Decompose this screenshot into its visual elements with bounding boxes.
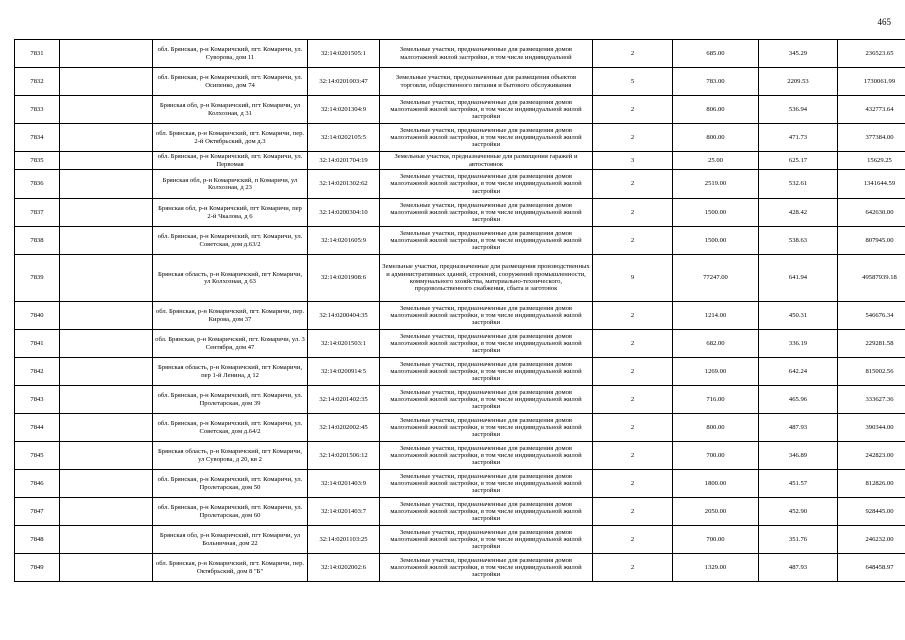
empty-cell <box>60 330 153 358</box>
specific-value-cell: 471.73 <box>759 124 838 152</box>
cadastral-value-cell: 546676.34 <box>838 302 905 330</box>
use-group: 2 <box>593 554 673 582</box>
use-group: 2 <box>593 227 673 255</box>
address-cell: Брянская область, р-н Комаричский, пгт Комаричи, пер 1-й Ленина, д 12 <box>153 358 308 386</box>
empty-cell <box>60 526 153 554</box>
address-cell: обл. Брянская, р-н Комаричский, пгт. Комаричи, ул. Осипенко, дом 74 <box>153 68 308 96</box>
cadastral-number: 32:14:0201704:19 <box>308 152 380 170</box>
specific-value-cell: 2209.53 <box>759 68 838 96</box>
table-row <box>15 442 905 470</box>
cadastral-number: 32:14:0202002:6 <box>308 554 380 582</box>
address-cell: обл. Брянская, р-н Комаричский, пгт. Комаричи, ул. Советская, дом д.63/2 <box>153 227 308 255</box>
cadastral-value-cell: 377384.00 <box>838 124 905 152</box>
table-row <box>15 170 905 199</box>
area-cell: 700.00 <box>673 526 759 554</box>
row-number: 7840 <box>15 302 60 330</box>
cadastral-value-cell: 807945.00 <box>838 227 905 255</box>
land-use-cell: Земельные участки, предназначенные для размещения домов малоэтажной жилой застройки, в том числе индивидуальной жилой застройки <box>380 227 593 255</box>
specific-value-cell: 625.17 <box>759 152 838 170</box>
cadastral-number: 32:14:0201103:25 <box>308 526 380 554</box>
cadastral-number: 32:14:0200304:10 <box>308 199 380 227</box>
land-use-cell: Земельные участки, предназначенные для размещения гаражей и автостоянок <box>380 152 593 170</box>
row-number: 7835 <box>15 152 60 170</box>
cadastral-value-cell: 15629.25 <box>838 152 905 170</box>
use-group: 2 <box>593 170 673 199</box>
cadastral-number: 32:14:0201505:1 <box>308 40 380 68</box>
address-cell: обл. Брянская, р-н Комаричский, пгт. Комаричи, ул. Советская, дом д.64/2 <box>153 414 308 442</box>
area-cell: 2519.00 <box>673 170 759 199</box>
address-cell: обл. Брянская, р-н Комаричский, пгт. Комаричи, ул. Суворова, дом 11 <box>153 40 308 68</box>
use-group: 9 <box>593 255 673 302</box>
page-number: 465 <box>877 17 891 27</box>
row-number: 7834 <box>15 124 60 152</box>
cadastral-number: 32:14:0200914:5 <box>308 358 380 386</box>
cadastral-number: 32:14:0201506:12 <box>308 442 380 470</box>
specific-value-cell: 536.94 <box>759 96 838 124</box>
land-use-cell: Земельные участки, предназначенные для размещения домов малоэтажной жилой застройки, в том числе индивидуальной жилой застройки <box>380 199 593 227</box>
cadastral-value-cell: 246232.00 <box>838 526 905 554</box>
table-row <box>15 498 905 526</box>
row-number: 7831 <box>15 40 60 68</box>
row-number: 7841 <box>15 330 60 358</box>
empty-cell <box>60 302 153 330</box>
cadastral-number: 32:14:0201908:6 <box>308 255 380 302</box>
cadastral-value-cell: 229281.58 <box>838 330 905 358</box>
empty-cell <box>60 498 153 526</box>
empty-cell <box>60 358 153 386</box>
cadastral-value-cell: 390344.00 <box>838 414 905 442</box>
area-cell: 1500.00 <box>673 227 759 255</box>
specific-value-cell: 351.76 <box>759 526 838 554</box>
use-group: 2 <box>593 470 673 498</box>
land-use-cell: Земельные участки, предназначенные для размещения домов малоэтажной жилой застройки, в том числе индивидуальной жилой застройки <box>380 170 593 199</box>
land-use-cell: Земельные участки, предназначенные для размещения домов малоэтажной жилой застройки, в том числе индивидуальной жилой застройки <box>380 442 593 470</box>
area-cell: 1800.00 <box>673 470 759 498</box>
row-number: 7845 <box>15 442 60 470</box>
land-use-cell: Земельные участки, предназначенные для размещения домов малоэтажной жилой застройки, в том числе индивидуальной жилой застройки <box>380 330 593 358</box>
specific-value-cell: 452.90 <box>759 498 838 526</box>
area-cell: 1329.00 <box>673 554 759 582</box>
use-group: 2 <box>593 414 673 442</box>
cadastral-value-cell: 49587939.18 <box>838 255 905 302</box>
cadastral-number: 32:14:0201003:47 <box>308 68 380 96</box>
cadastral-number: 32:14:0202105:5 <box>308 124 380 152</box>
cadastral-number: 32:14:0201605:9 <box>308 227 380 255</box>
table-row <box>15 40 905 68</box>
specific-value-cell: 345.29 <box>759 40 838 68</box>
cadastral-value-cell: 928445.00 <box>838 498 905 526</box>
empty-cell <box>60 386 153 414</box>
empty-cell <box>60 470 153 498</box>
specific-value-cell: 451.57 <box>759 470 838 498</box>
land-use-cell: Земельные участки, предназначенные для размещения домов малоэтажной жилой застройки, в том числе индивидуальной жилой застройки <box>380 302 593 330</box>
use-group: 2 <box>593 498 673 526</box>
cadastral-value-cell: 333627.36 <box>838 386 905 414</box>
area-cell: 783.00 <box>673 68 759 96</box>
land-use-cell: Земельные участки, предназначенные для размещения домов малоэтажной жилой застройки, в том числе индивидуальной жилой застройки <box>380 498 593 526</box>
land-use-cell: Земельные участки, предназначенные для размещения домов малоэтажной жилой застройки, в том числе индивидуальной жилой застройки <box>380 526 593 554</box>
land-use-cell: Земельные участки, предназначенные для размещения домов малоэтажной жилой застройки, в том числе индивидуальной жилой застройки <box>380 124 593 152</box>
address-cell: обл. Брянская, р-н Комаричский, пгт. Комаричи, ул. Первомая <box>153 152 308 170</box>
specific-value-cell: 532.61 <box>759 170 838 199</box>
specific-value-cell: 538.63 <box>759 227 838 255</box>
area-cell: 1269.00 <box>673 358 759 386</box>
table-row <box>15 124 905 152</box>
table-row <box>15 255 905 302</box>
cadastral-number: 32:14:0201403:7 <box>308 498 380 526</box>
address-cell: обл. Брянская, р-н Комаричский, пгт. Комаричи, пер. Октябрьский, дом 8 "Б" <box>153 554 308 582</box>
use-group: 2 <box>593 330 673 358</box>
specific-value-cell: 428.42 <box>759 199 838 227</box>
cadastral-number: 32:14:0200404:35 <box>308 302 380 330</box>
specific-value-cell: 465.96 <box>759 386 838 414</box>
table-row <box>15 68 905 96</box>
table-row <box>15 227 905 255</box>
row-number: 7839 <box>15 255 60 302</box>
address-cell: Брянская обл, р-н Комаричский, п Комаричи, ул Колхозная, д 23 <box>153 170 308 199</box>
land-use-cell: Земельные участки, предназначенные для размещения домов малоэтажной жилой застройки, в том числе индивидуальной жилой застройки <box>380 414 593 442</box>
address-cell: обл. Брянская, р-н Комаричский, пгт. Комаричи, ул. Пролетарская, дом 39 <box>153 386 308 414</box>
row-number: 7838 <box>15 227 60 255</box>
use-group: 5 <box>593 68 673 96</box>
area-cell: 682.00 <box>673 330 759 358</box>
use-group: 2 <box>593 40 673 68</box>
table-row <box>15 330 905 358</box>
table-row <box>15 152 905 170</box>
use-group: 2 <box>593 96 673 124</box>
land-use-cell: Земельные участки, предназначенные для размещения домов малоэтажной жилой застройки, в том числе индивидуальной жилой застройки <box>380 554 593 582</box>
row-number: 7848 <box>15 526 60 554</box>
land-use-cell: Земельные участки, предназначенные для размещения домов малоэтажной жилой застройки, в том числе индивидуальной жилой застройки <box>380 358 593 386</box>
cadastral-number: 32:14:0202002:45 <box>308 414 380 442</box>
cadastral-value-cell: 1730061.99 <box>838 68 905 96</box>
land-use-cell: Земельные участки, предназначенные для размещения объектов торговли, общественного питания и бытового обслуживания <box>380 68 593 96</box>
cadastral-value-cell: 812826.00 <box>838 470 905 498</box>
use-group: 2 <box>593 442 673 470</box>
table-body <box>15 40 905 582</box>
use-group: 2 <box>593 386 673 414</box>
area-cell: 800.00 <box>673 414 759 442</box>
cadastral-value-cell: 1341644.59 <box>838 170 905 199</box>
specific-value-cell: 487.93 <box>759 414 838 442</box>
land-use-cell: Земельные участки, предназначенные для размещения домов малоэтажной жилой застройки, в том числе индивидуальной жилой застройки <box>380 96 593 124</box>
area-cell: 1214.00 <box>673 302 759 330</box>
empty-cell <box>60 255 153 302</box>
use-group: 2 <box>593 302 673 330</box>
empty-cell <box>60 124 153 152</box>
address-cell: Брянская область, р-н Комаричский, пгт Комаричи, ул Колхозная, д 63 <box>153 255 308 302</box>
empty-cell <box>60 40 153 68</box>
cadastral-value-cell: 648458.97 <box>838 554 905 582</box>
cadastral-value-cell: 236523.65 <box>838 40 905 68</box>
area-cell: 25.00 <box>673 152 759 170</box>
specific-value-cell: 346.89 <box>759 442 838 470</box>
use-group: 2 <box>593 199 673 227</box>
address-cell: обл. Брянская, р-н Комаричский, пгт. Комаричи, ул. Пролетарская, дом 60 <box>153 498 308 526</box>
row-number: 7833 <box>15 96 60 124</box>
specific-value-cell: 487.93 <box>759 554 838 582</box>
table-row <box>15 302 905 330</box>
specific-value-cell: 641.94 <box>759 255 838 302</box>
land-registry-table <box>14 39 905 582</box>
use-group: 2 <box>593 124 673 152</box>
cadastral-value-cell: 642630.00 <box>838 199 905 227</box>
specific-value-cell: 336.19 <box>759 330 838 358</box>
table-row <box>15 199 905 227</box>
empty-cell <box>60 152 153 170</box>
table-row <box>15 386 905 414</box>
cadastral-value-cell: 242823.00 <box>838 442 905 470</box>
table-row <box>15 554 905 582</box>
empty-cell <box>60 199 153 227</box>
row-number: 7849 <box>15 554 60 582</box>
table-row <box>15 358 905 386</box>
area-cell: 1500.00 <box>673 199 759 227</box>
address-cell: обл. Брянская, р-н Комаричский, пгт. Комаричи, ул. Пролетарская, дом 50 <box>153 470 308 498</box>
row-number: 7832 <box>15 68 60 96</box>
land-use-cell: Земельные участки, предназначенные для размещения производственных и административных зданий, строений, сооружений промышленности, коммунального хозяйства, материально-технического, продовольственного снабжения, сбыта и заготовок <box>380 255 593 302</box>
land-use-cell: Земельные участки, предназначенные для размещения домов малоэтажной жилой застройки, в том числе индивидуальной <box>380 40 593 68</box>
use-group: 2 <box>593 358 673 386</box>
cadastral-number: 32:14:0201302:62 <box>308 170 380 199</box>
cadastral-value-cell: 815002.56 <box>838 358 905 386</box>
address-cell: Брянская обл, р-н Комаричский, пгт Комаричи, ул Больничная, дом 22 <box>153 526 308 554</box>
cadastral-value-cell: 432773.64 <box>838 96 905 124</box>
address-cell: обл. Брянская, р-н Комаричский, пгт. Комаричи, ул. 3 Сентября, дом 47 <box>153 330 308 358</box>
table-row <box>15 526 905 554</box>
cadastral-number: 32:14:0201503:1 <box>308 330 380 358</box>
address-cell: Брянская обл, р-н Комаричский, пгт Комаричи, пер 2-й Чкалова, д 6 <box>153 199 308 227</box>
area-cell: 685.00 <box>673 40 759 68</box>
row-number: 7836 <box>15 170 60 199</box>
row-number: 7843 <box>15 386 60 414</box>
specific-value-cell: 450.31 <box>759 302 838 330</box>
address-cell: обл. Брянская, р-н Комаричский, пгт. Комаричи, пер. 2-й Октябрьский, дом д.3 <box>153 124 308 152</box>
specific-value-cell: 642.24 <box>759 358 838 386</box>
row-number: 7837 <box>15 199 60 227</box>
row-number: 7842 <box>15 358 60 386</box>
address-cell: Брянская область, р-н Комаричский, пгт Комаричи, ул Суворова, д 20, кв 2 <box>153 442 308 470</box>
table-row <box>15 470 905 498</box>
land-use-cell: Земельные участки, предназначенные для размещения домов малоэтажной жилой застройки, в том числе индивидуальной жилой застройки <box>380 470 593 498</box>
use-group: 2 <box>593 526 673 554</box>
table-row <box>15 96 905 124</box>
cadastral-number: 32:14:0201304:9 <box>308 96 380 124</box>
land-use-cell: Земельные участки, предназначенные для размещения домов малоэтажной жилой застройки, в том числе индивидуальной жилой застройки <box>380 386 593 414</box>
address-cell: Брянская обл, р-н Комаричский, пгт Комаричи, ул Колхозная, д 31 <box>153 96 308 124</box>
area-cell: 77247.00 <box>673 255 759 302</box>
use-group: 3 <box>593 152 673 170</box>
empty-cell <box>60 414 153 442</box>
cadastral-number: 32:14:0201402:35 <box>308 386 380 414</box>
address-cell: обл. Брянская, р-н Комаричский, пгт. Комаричи, пер. Кирова, дом 37 <box>153 302 308 330</box>
row-number: 7846 <box>15 470 60 498</box>
empty-cell <box>60 442 153 470</box>
empty-cell <box>60 96 153 124</box>
row-number: 7847 <box>15 498 60 526</box>
area-cell: 2050.00 <box>673 498 759 526</box>
empty-cell <box>60 554 153 582</box>
area-cell: 700.00 <box>673 442 759 470</box>
area-cell: 806.00 <box>673 96 759 124</box>
cadastral-number: 32:14:0201403:9 <box>308 470 380 498</box>
empty-cell <box>60 68 153 96</box>
empty-cell <box>60 170 153 199</box>
area-cell: 800.00 <box>673 124 759 152</box>
area-cell: 716.00 <box>673 386 759 414</box>
row-number: 7844 <box>15 414 60 442</box>
empty-cell <box>60 227 153 255</box>
table-row <box>15 414 905 442</box>
